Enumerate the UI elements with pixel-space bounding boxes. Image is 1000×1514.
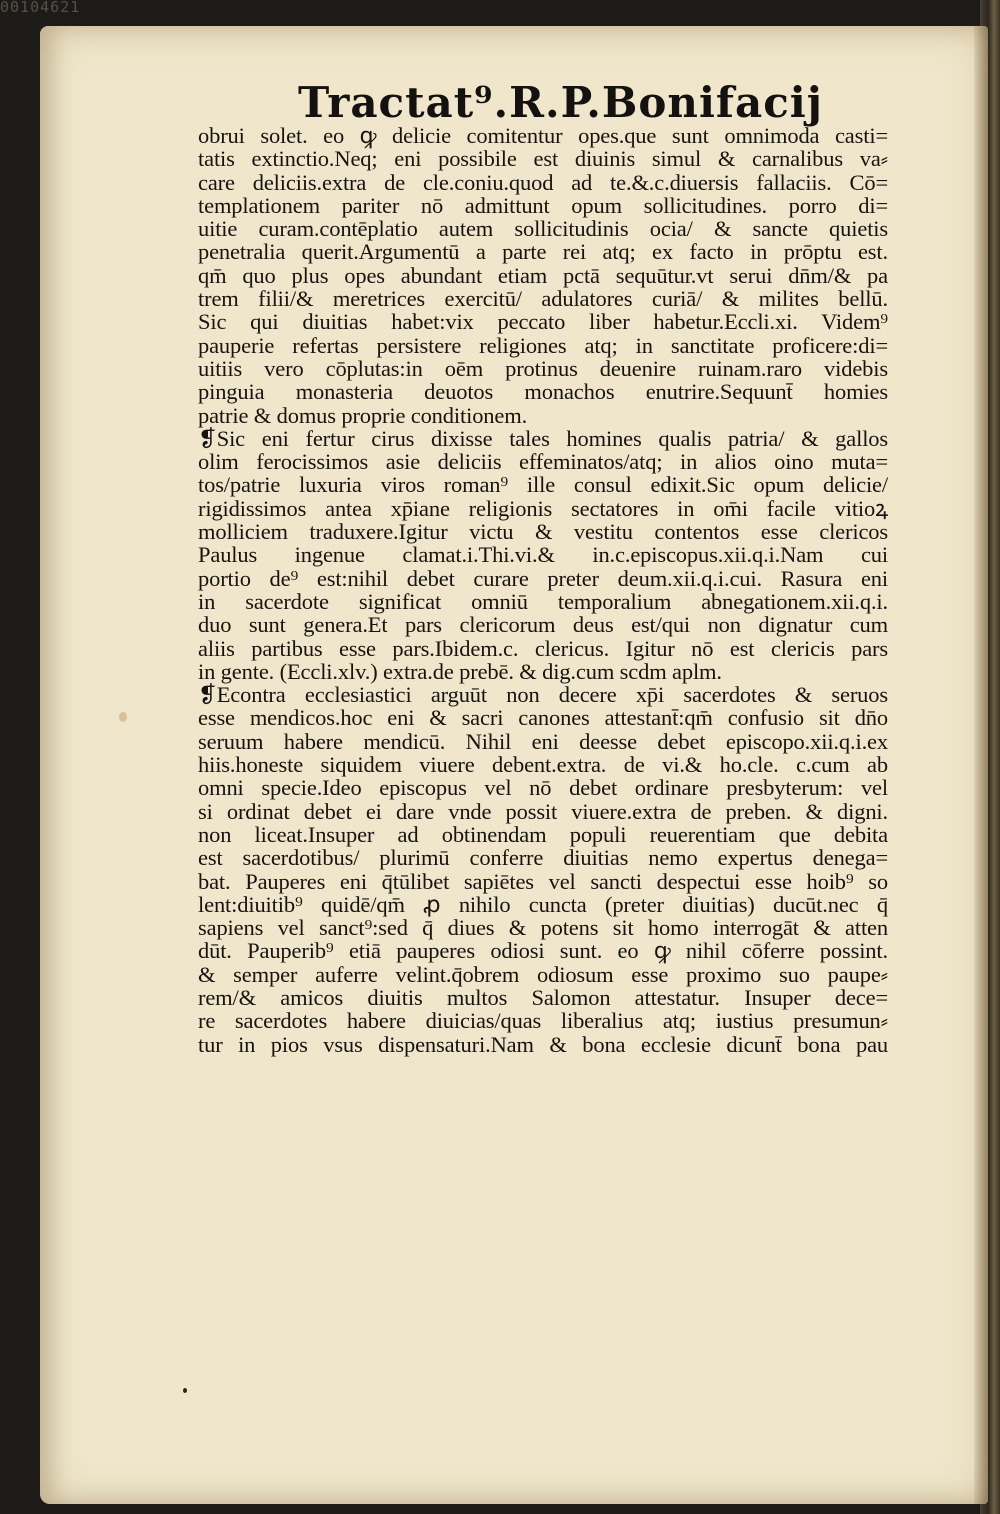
text-line: qm̄ quo plus opes abundant etiam pctā sequūtur.vt serui dn̄m/& pa xyxy=(198,262,888,288)
text-line: bat. Pauperes eni q̄tūlibet sapiētes vel sancti despectui esse hoib⁹ so xyxy=(198,868,888,894)
text-line: omni specie.Ideo episcopus vel nō debet ordinare presbyterum: vel xyxy=(198,775,888,801)
text-line: penetralia querit.Argumentū a parte rei atq; ex facto in prōptu est. xyxy=(198,239,888,265)
text-line: obrui solet. eo ꝙ delicie comitentur opes.que sunt omnimoda casti= xyxy=(198,123,888,148)
text-line: patrie & domus proprie conditionem. xyxy=(198,402,528,428)
text-line: duo sunt genera.Et pars clericorum deus est/qui non dignatur cum xyxy=(198,612,888,638)
text-line: uitiis vero cōplutas:in oēm protinus deuenire ruinam.raro videbis xyxy=(198,355,888,381)
text-line: tos/patrie luxuria viros roman⁹ ille consul edixit.Sic opum delicie/ xyxy=(198,472,888,498)
scan-id-label: 00104621 xyxy=(0,0,81,12)
body-text xyxy=(198,124,888,1056)
page-shadow-edge xyxy=(974,26,988,1504)
text-line: si ordinat debet ei dare vnde possit viuere.extra de preben. & digni. xyxy=(198,798,888,824)
text-line: rigidissimos antea xp̄iane religionis sectatores in om̄i facile vitioꝝ xyxy=(198,495,888,521)
paragraph-start-line: ❡Sic eni fertur cirus dixisse tales homines qualis patria/ & gallos xyxy=(198,425,888,451)
text-line: aliis partibus esse pars.Ibidem.c. clericus. Igitur nō est clericis pars xyxy=(198,635,888,661)
text-line: tatis extinctio.Neq; eni possibile est diuinis simul & carnalibus va⸗ xyxy=(198,146,888,172)
text-line: seruum habere mendicū. Nihil eni deesse debet episcopo.xii.q.i.ex xyxy=(198,728,888,754)
text-line: tur in pios vsus dispensaturi.Nam & bona ecclesie dicunt̄ bona pau xyxy=(198,1031,888,1057)
text-line: in gente. (Eccli.xlv.) extra.de prebē. & dig.cum scdm aplm. xyxy=(198,658,722,684)
text-line: in sacerdote significat omniū temporalium abnegationem.xii.q.i. xyxy=(198,588,888,614)
text-line: trem filii/& meretrices exercitū/ adulatores curiā/ & milites bellū. xyxy=(198,286,888,312)
paper-stain xyxy=(119,712,127,722)
text-line: portio de⁹ est:nihil debet curare preter deum.xii.q.i.cui. Rasura eni xyxy=(198,565,888,591)
paragraph-start-line: ❡Econtra ecclesiastici arguūt non decere xp̄i sacerdotes & seruos xyxy=(198,682,888,708)
text-line: pauperie refertas persistere religiones atq; in sanctitate proficere:di= xyxy=(198,332,888,358)
text-line: est sacerdotibus/ plurimū conferre diuitias nemo expertus denega= xyxy=(198,845,888,871)
text-line: uitie curam.contēplatio autem sollicitudinis ocia/ & sancte quietis xyxy=(198,216,888,242)
text-line: care deliciis.extra de cle.coniu.quod ad te.&.c.diuersis fallaciis. Cō= xyxy=(198,169,888,195)
text-line: templationem pariter nō admittunt opum sollicitudines. porro di= xyxy=(198,192,888,218)
text-line: sapiens vel sanct⁹:sed q̄ diues & potens sit homo interrogāt & atten xyxy=(198,915,888,941)
text-line: molliciem traduxere.Igitur victu & vestitu contentos esse clericos xyxy=(198,519,888,545)
text-line: & semper auferre velint.q̄obrem odiosum esse proximo suo paupe⸗ xyxy=(198,961,888,987)
text-line: non liceat.Insuper ad obtinendam populi reuerentiam que debita xyxy=(198,821,888,847)
text-line: olim ferocissimos asie deliciis effeminatos/atq; in alios oino muta= xyxy=(198,449,888,475)
text-line: re sacerdotes habere diuicias/quas liberalius atq; iustius presumun⸗ xyxy=(198,1008,888,1034)
text-line: hiis.honeste siquidem viuere debent.extra. de vi.& ho.cle. c.cum ab xyxy=(198,752,888,778)
text-line: Sic qui diuitias habet:vix peccato liber habetur.Eccli.xi. Videm⁹ xyxy=(198,309,888,335)
text-line: rem/& amicos diuitis multos Salomon attestatur. Insuper dece= xyxy=(198,984,888,1010)
text-line: pinguia monasteria deuotos monachos enutrire.Sequunt̄ homies xyxy=(198,379,888,405)
text-line: lent:diuitib⁹ quidē/qm̄ ꝓ nihilo cuncta (preter diuitias) ducūt.nec q̄ xyxy=(198,891,888,917)
text-line: dūt. Pauperib⁹ etiā pauperes odiosi sunt. eo ꝙ nihil cōferre possint. xyxy=(198,938,888,964)
text-line: esse mendicos.hoc eni & sacri canones attestant̄:qm̄ confusio sit dn̄o xyxy=(198,705,888,731)
text-line: Paulus ingenue clamat.i.Thi.vi.& in.c.episcopus.xii.q.i.Nam cui xyxy=(198,542,888,568)
ink-speck xyxy=(183,1388,187,1393)
running-head: Tractat⁹.R.P.Bonifacij xyxy=(298,78,823,127)
